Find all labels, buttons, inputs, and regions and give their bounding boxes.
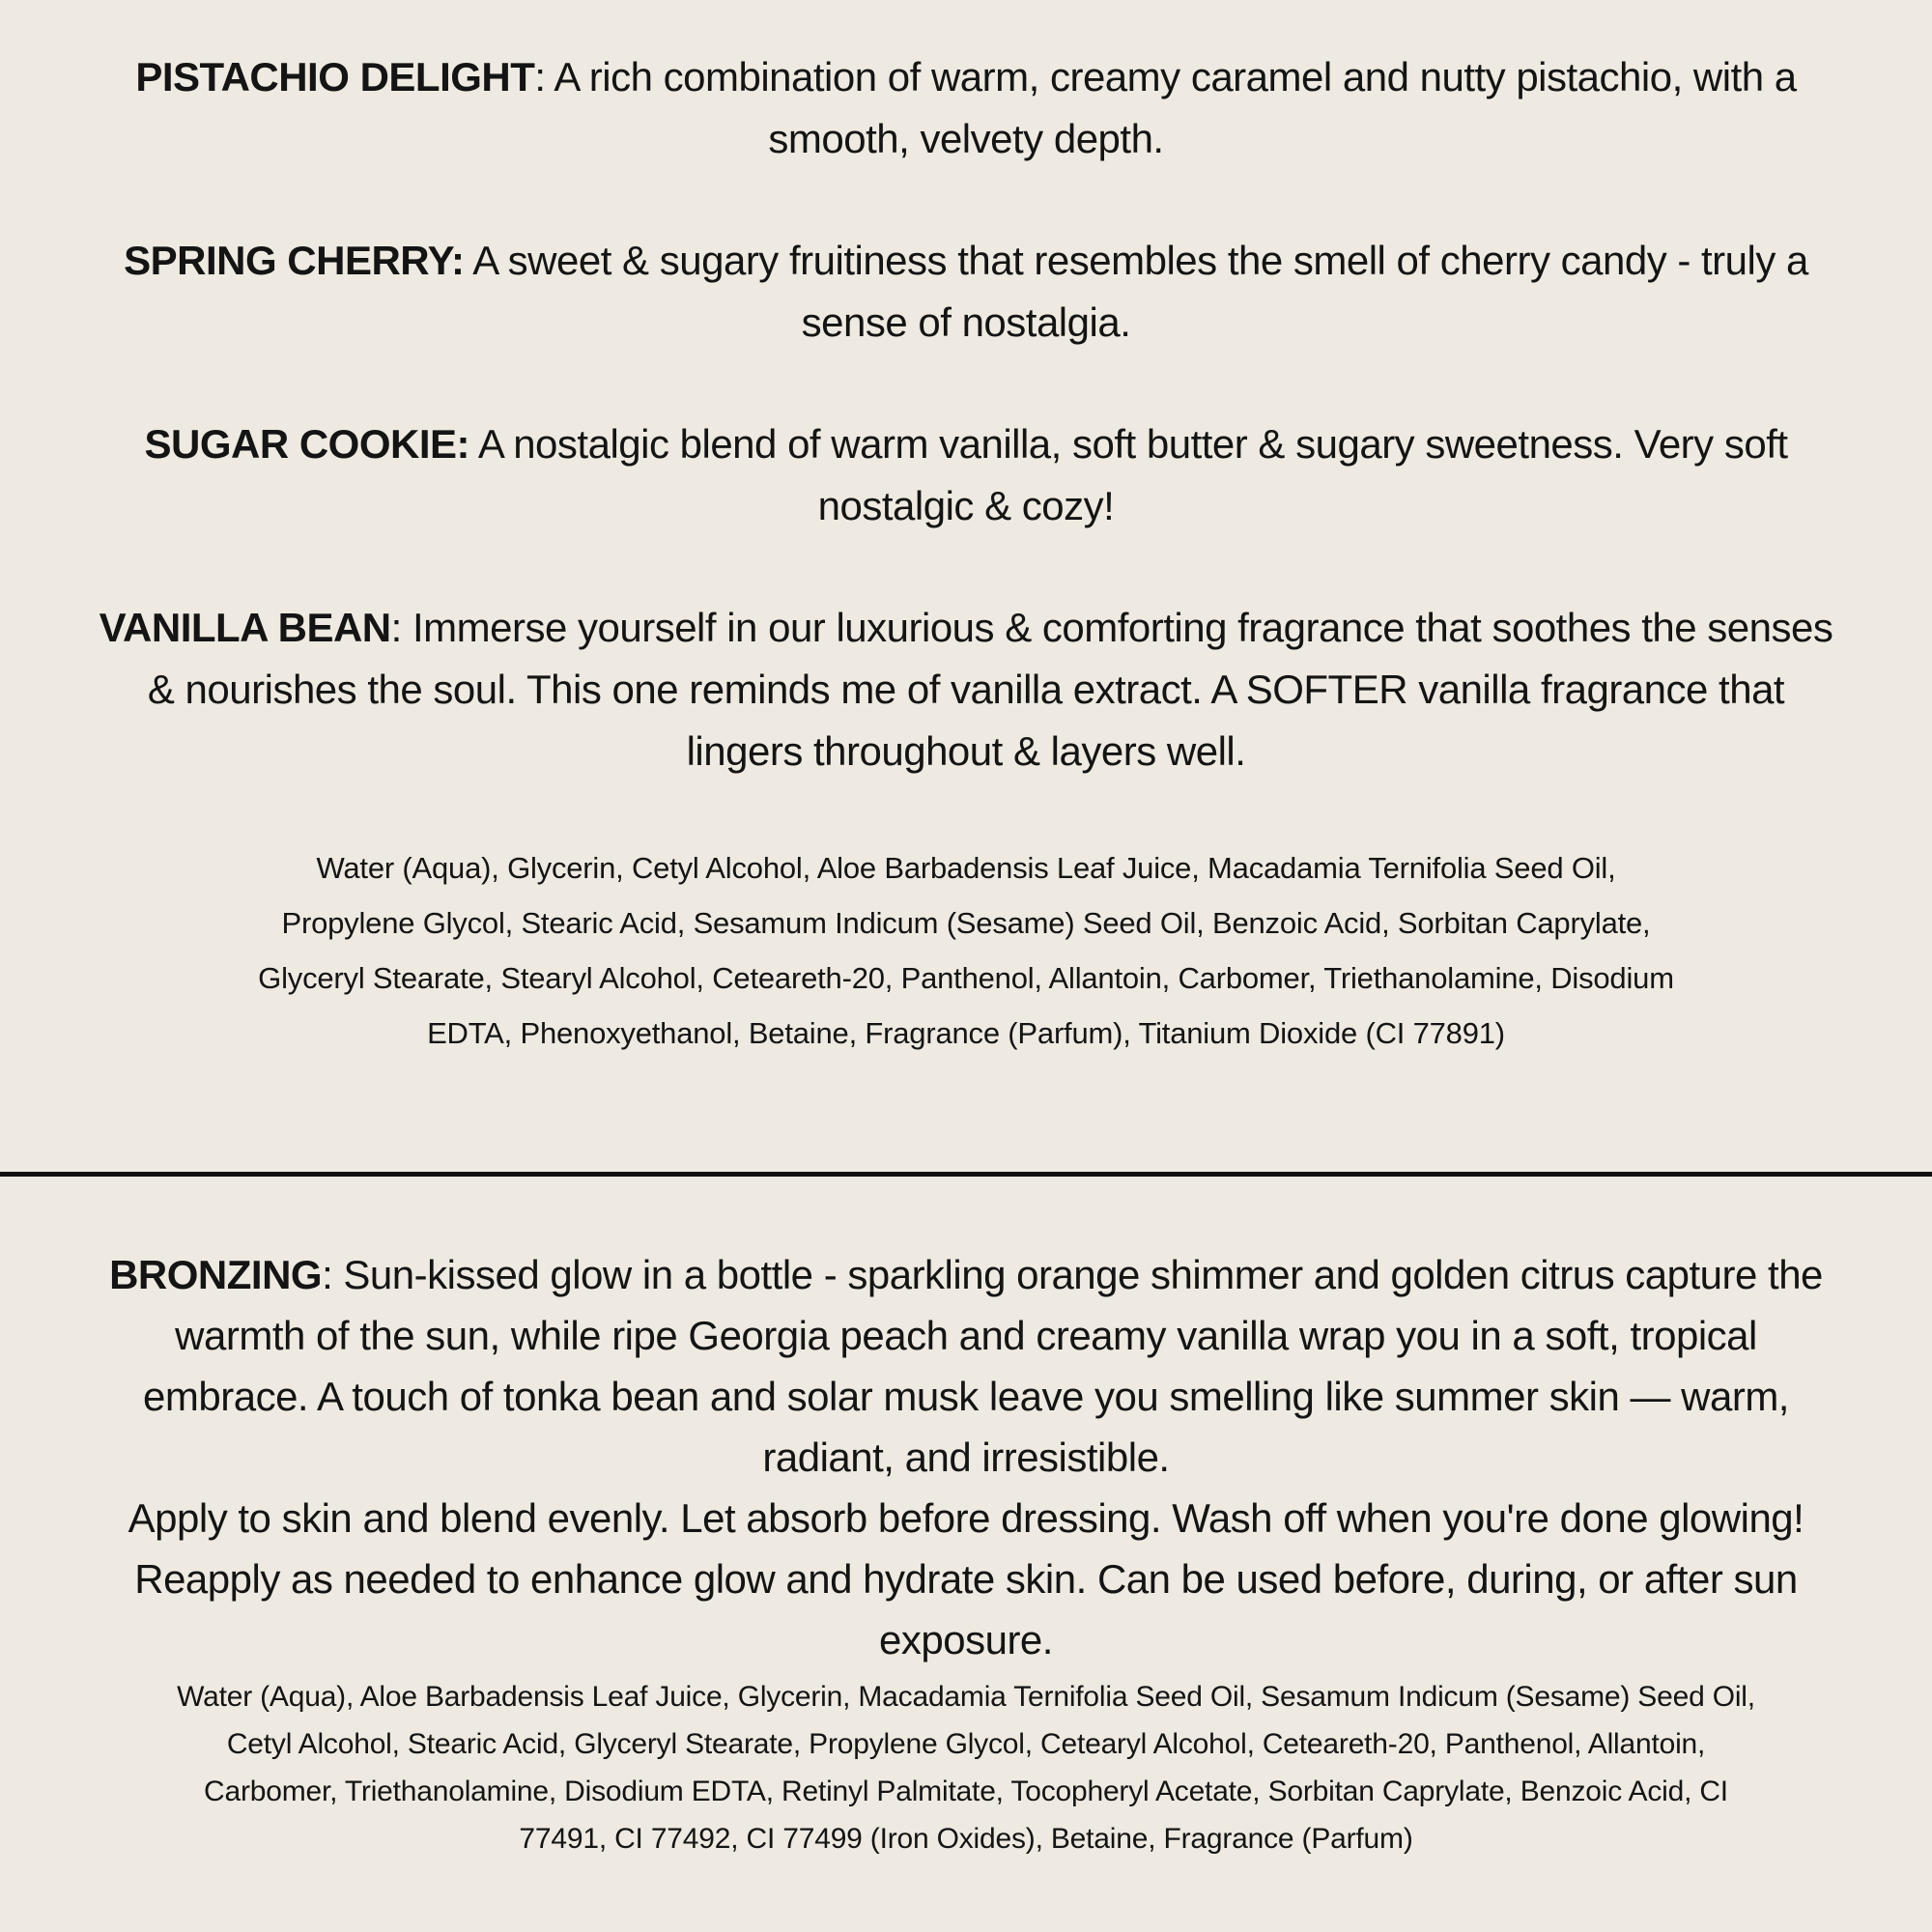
text-line	[0, 597, 1932, 659]
text-line: embrace. A touch of tonka bean and solar musk leave you smelling like summer skin — warm,	[143, 1374, 1789, 1419]
text-line	[0, 413, 1932, 475]
ingredients-line: Carbomer, Triethanolamine, Disodium EDTA, Retinyl Palmitate, Tocopheryl Acetate, Sorbitan Caprylate, Benzoic Acid, CI	[204, 1776, 1728, 1807]
text-line	[0, 46, 1932, 108]
fragrance-name: PISTACHIO DELIGHT	[135, 54, 535, 99]
fragrance-spring-cherry	[0, 230, 1932, 354]
fragrance-sugar-cookie	[0, 413, 1932, 537]
fragrance-name: BRONZING	[109, 1252, 323, 1297]
lotion-fragrance-section	[0, 46, 1932, 1061]
text-line: smooth, velvety depth.	[768, 116, 1164, 161]
section-divider	[0, 1172, 1932, 1177]
ingredients-line: Water (Aqua), Aloe Barbadensis Leaf Juice, Glycerin, Macadamia Ternifolia Seed Oil, Sesamum Indicum (Sesame) Seed Oil,	[177, 1681, 1755, 1713]
fragrance-description: A sweet & sugary fruitiness that resembles the smell of cherry candy - truly a	[464, 238, 1808, 283]
fragrance-description: : Sun-kissed glow in a bottle - sparkling orange shimmer and golden citrus capture the	[322, 1252, 1823, 1297]
fragrance-description: A nostalgic blend of warm vanilla, soft butter & sugary sweetness. Very soft	[469, 421, 1788, 467]
fragrance-name: SUGAR COOKIE:	[144, 421, 469, 467]
fragrance-pistachio-delight	[0, 46, 1932, 170]
text-line: nostalgic & cozy!	[817, 483, 1115, 528]
ingredients-line: Propylene Glycol, Stearic Acid, Sesamum Indicum (Sesame) Seed Oil, Benzoic Acid, Sorbitan Caprylate,	[281, 906, 1651, 940]
ingredients-line: 77491, CI 77492, CI 77499 (Iron Oxides), Betaine, Fragrance (Parfum)	[519, 1823, 1413, 1855]
bronzing-section	[0, 1244, 1932, 1862]
text-line: & nourishes the soul. This one reminds me of vanilla extract. A SOFTER vanilla fragrance that	[147, 667, 1785, 712]
text-line	[0, 230, 1932, 292]
text-line: exposure.	[879, 1617, 1053, 1662]
text-line: warmth of the sun, while ripe Georgia peach and creamy vanilla wrap you in a soft, tropical	[175, 1313, 1757, 1358]
usage-instructions	[0, 1488, 1932, 1670]
fragrance-name: SPRING CHERRY:	[124, 238, 465, 283]
fragrance-vanilla-bean	[0, 597, 1932, 782]
fragrance-description: : Immerse yourself in our luxurious & comforting fragrance that soothes the senses	[390, 605, 1833, 650]
text-line: lingers throughout & layers well.	[686, 728, 1246, 774]
fragrance-description: : A rich combination of warm, creamy caramel and nutty pistachio, with a	[534, 54, 1797, 99]
fragrance-name: VANILLA BEAN	[99, 605, 391, 650]
ingredients-line: Water (Aqua), Glycerin, Cetyl Alcohol, Aloe Barbadensis Leaf Juice, Macadamia Ternifolia Seed Oil,	[316, 851, 1616, 885]
text-line: Apply to skin and blend evenly. Let absorb before dressing. Wash off when you're done glowing!	[128, 1495, 1804, 1541]
lotion-ingredients-list	[0, 840, 1932, 1061]
ingredients-line: EDTA, Phenoxyethanol, Betaine, Fragrance (Parfum), Titanium Dioxide (CI 77891)	[427, 1016, 1505, 1050]
text-line	[0, 1244, 1932, 1305]
text-line: radiant, and irresistible.	[762, 1435, 1170, 1480]
fragrance-bronzing	[0, 1244, 1932, 1488]
bronzing-ingredients-list	[0, 1673, 1932, 1862]
ingredients-line: Cetyl Alcohol, Stearic Acid, Glyceryl Stearate, Propylene Glycol, Cetearyl Alcohol, Ceteareth-20, Panthenol, Allantoin,	[226, 1728, 1706, 1760]
ingredients-line: Glyceryl Stearate, Stearyl Alcohol, Ceteareth-20, Panthenol, Allantoin, Carbomer, Triethanolamine, Disodium	[258, 961, 1674, 995]
text-line: sense of nostalgia.	[801, 299, 1131, 345]
text-line: Reapply as needed to enhance glow and hydrate skin. Can be used before, during, or after sun	[134, 1556, 1798, 1602]
